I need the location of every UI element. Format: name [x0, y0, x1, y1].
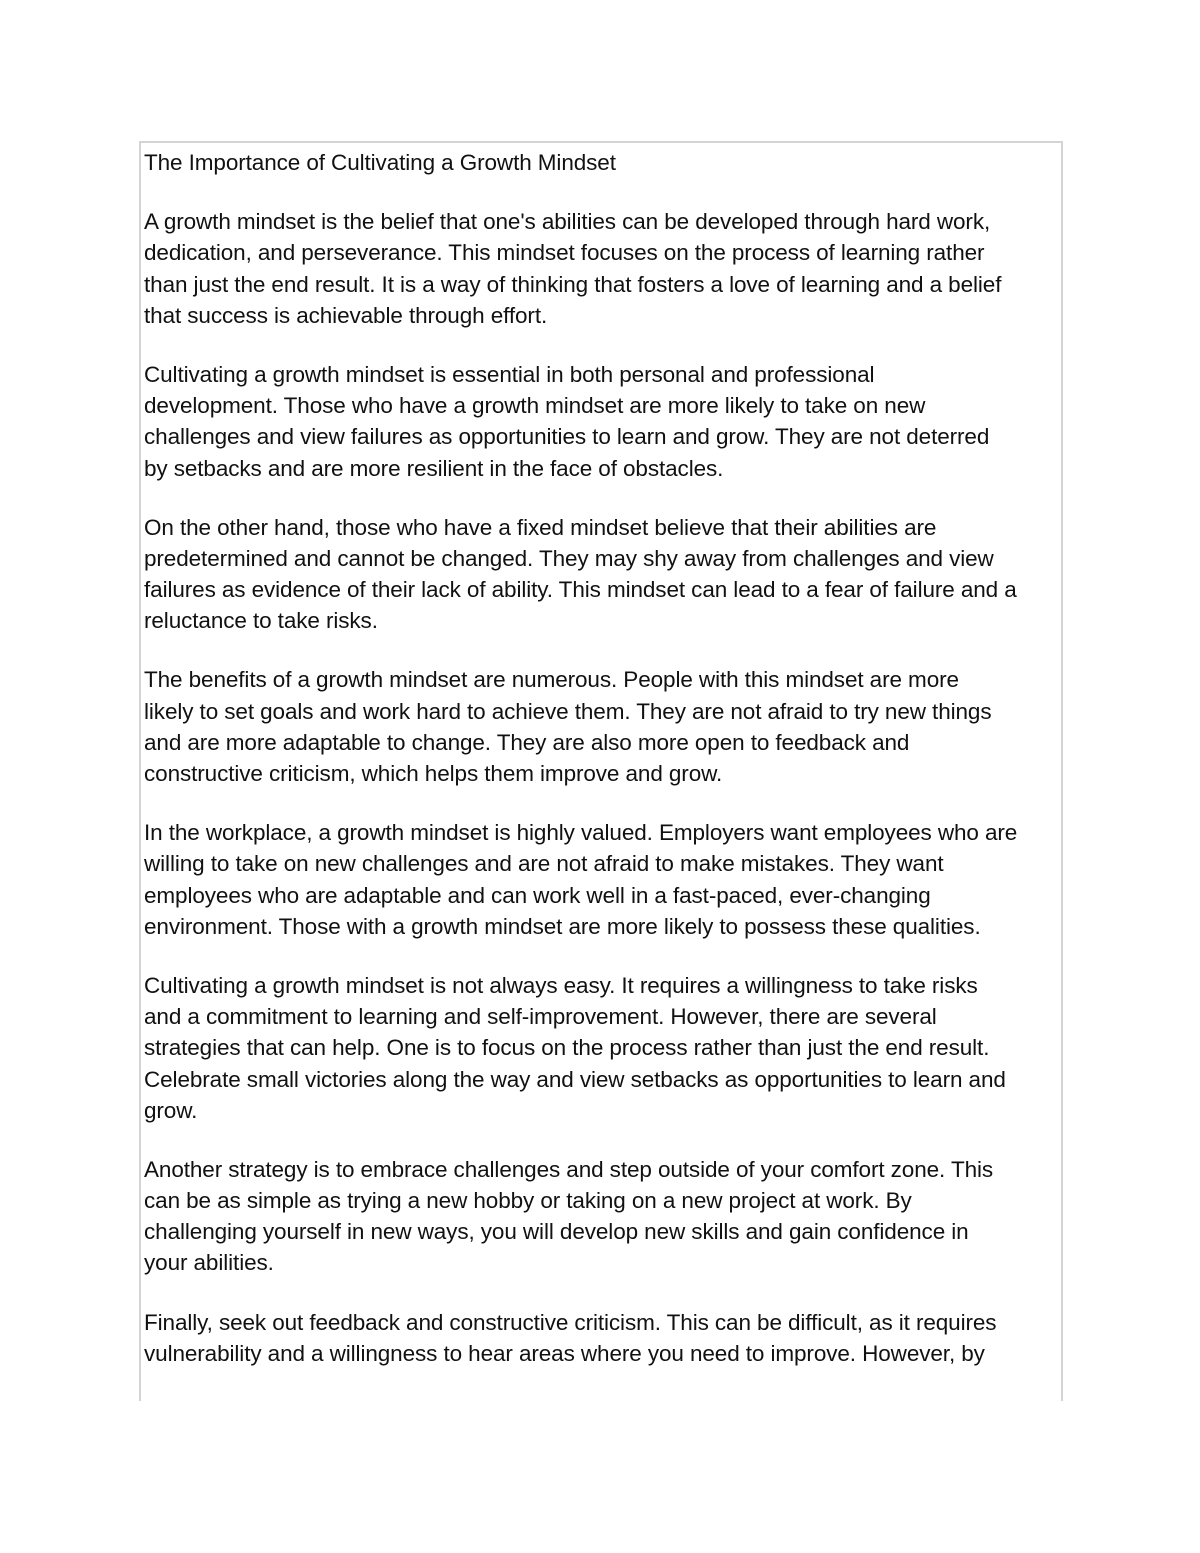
paragraph-line: predetermined and cannot be changed. They may shy away from challenges and view: [144, 545, 994, 571]
document-text-box: [139, 141, 1063, 1401]
paragraph-line: Another strategy is to embrace challenges and step outside of your comfort zone. This: [144, 1156, 994, 1182]
paragraph: [144, 359, 1061, 484]
paragraph-line: Cultivating a growth mindset is not always easy. It requires a willingness to take risks: [144, 972, 978, 998]
paragraph-line: employees who are adaptable and can work well in a fast-paced, ever-changing: [144, 882, 931, 908]
paragraph-line: development. Those who have a growth mindset are more likely to take on new: [144, 393, 926, 419]
paragraph: [144, 206, 1061, 331]
paragraph-line: A growth mindset is the belief that one's abilities can be developed through hard work,: [144, 209, 991, 235]
paragraph-line: dedication, and perseverance. This mindset focuses on the process of learning rather: [144, 240, 985, 266]
paragraph-line: grow.: [144, 1097, 198, 1123]
paragraph-line: and are more adaptable to change. They are also more open to feedback and: [144, 729, 910, 755]
paragraph-line: environment. Those with a growth mindset are more likely to possess these qualities.: [144, 913, 981, 939]
paragraph-line: willing to take on new challenges and are not afraid to make mistakes. They want: [144, 851, 944, 877]
paragraph-line: Cultivating a growth mindset is essential in both personal and professional: [144, 361, 875, 387]
paragraph-line: vulnerability and a willingness to hear areas where you need to improve. However, by: [144, 1340, 985, 1366]
paragraph-line: failures as evidence of their lack of ability. This mindset can lead to a fear of failure and a: [144, 577, 1017, 603]
paragraph-line: challenges and view failures as opportunities to learn and grow. They are not deterred: [144, 424, 990, 450]
paragraph-line: can be as simple as trying a new hobby or taking on a new project at work. By: [144, 1188, 912, 1214]
paragraph-line: reluctance to take risks.: [144, 608, 378, 634]
paragraph: [144, 512, 1061, 637]
paragraph: [144, 1154, 1061, 1279]
paragraph-line: Finally, seek out feedback and constructive criticism. This can be difficult, as it requires: [144, 1309, 997, 1335]
paragraph-line: On the other hand, those who have a fixed mindset believe that their abilities are: [144, 514, 937, 540]
paragraph-line: challenging yourself in new ways, you will develop new skills and gain confidence in: [144, 1219, 969, 1245]
paragraph-line: strategies that can help. One is to focus on the process rather than just the end result.: [144, 1035, 990, 1061]
paragraph-line: your abilities.: [144, 1250, 274, 1276]
paragraph-line: The benefits of a growth mindset are numerous. People with this mindset are more: [144, 667, 959, 693]
paragraph: [144, 664, 1061, 789]
paragraph-line: Celebrate small victories along the way and view setbacks as opportunities to learn and: [144, 1066, 1006, 1092]
paragraph: [144, 817, 1061, 942]
paragraph: [144, 1307, 1061, 1369]
paragraph-line: by setbacks and are more resilient in the face of obstacles.: [144, 455, 724, 481]
paragraph-line: that success is achievable through effort.: [144, 302, 548, 328]
document-title: The Importance of Cultivating a Growth Mindset: [144, 150, 616, 175]
paragraph-line: than just the end result. It is a way of thinking that fosters a love of learning and a belief: [144, 271, 1002, 297]
paragraph-line: constructive criticism, which helps them improve and grow.: [144, 761, 723, 786]
paragraph-line: and a commitment to learning and self-improvement. However, there are several: [144, 1004, 937, 1030]
paragraph-line: In the workplace, a growth mindset is highly valued. Employers want employees who are: [144, 820, 1018, 846]
paragraph: [144, 970, 1061, 1126]
paragraph-line: likely to set goals and work hard to achieve them. They are not afraid to try new things: [144, 698, 992, 724]
document-body: [144, 206, 1061, 1369]
